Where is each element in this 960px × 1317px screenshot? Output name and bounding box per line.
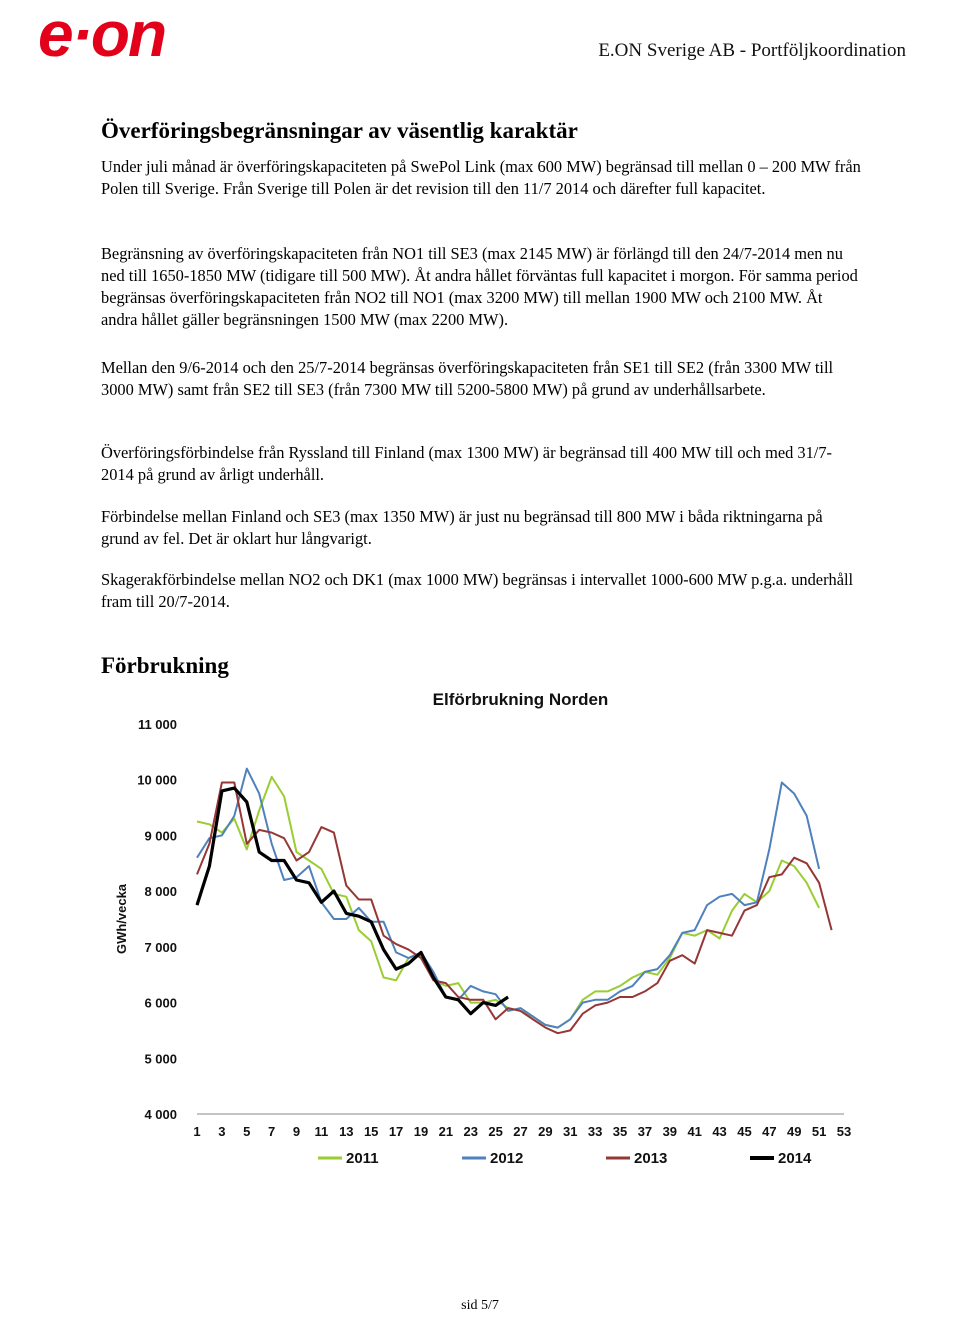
- x-tick-label: 47: [762, 1124, 777, 1139]
- x-tick-label: 31: [563, 1124, 578, 1139]
- x-tick-label: 9: [292, 1124, 301, 1139]
- page-number: sid 5/7: [461, 1298, 499, 1313]
- x-tick-label: 17: [388, 1124, 404, 1139]
- y-tick-label: 10 000: [137, 772, 177, 788]
- section-title-consumption: Förbrukning: [101, 653, 229, 678]
- x-tick-label: 27: [513, 1124, 528, 1139]
- series-line-2013: [197, 783, 832, 1034]
- x-tick-label: 29: [538, 1124, 553, 1139]
- eon-logo: [36, 2, 226, 66]
- x-tick-label: 21: [438, 1124, 454, 1139]
- x-tick-label: 11: [314, 1124, 329, 1139]
- x-tick-label: 33: [587, 1124, 603, 1139]
- y-tick-label: 9 000: [144, 828, 177, 844]
- chart-title: Elförbrukning Norden: [432, 690, 609, 709]
- x-tick-label: 49: [786, 1124, 802, 1139]
- legend-label-2011: 2011: [346, 1150, 379, 1167]
- series-line-2011: [197, 777, 819, 1028]
- x-tick-label: 23: [463, 1124, 478, 1139]
- x-tick-label: 35: [612, 1124, 628, 1139]
- x-tick-label: 37: [637, 1124, 653, 1139]
- x-tick-label: 1: [193, 1124, 201, 1139]
- x-tick-label: 25: [488, 1124, 503, 1139]
- y-tick-label: 5 000: [144, 1051, 177, 1067]
- legend-label-2014: 2014: [778, 1150, 812, 1167]
- legend-label-2012: 2012: [490, 1150, 524, 1167]
- x-tick-label: 7: [268, 1124, 276, 1139]
- paragraph-finland-se3: Förbindelse mellan Finland och SE3 (max 1350 MW) är just nu begränsad till 800 MW i båda riktningarna på grund av fel. Det är oklart hur långvarigt.: [101, 507, 823, 548]
- x-tick-label: 45: [737, 1124, 752, 1139]
- svg-text:e·on: e·on: [38, 2, 166, 66]
- y-tick-label: 6 000: [144, 995, 177, 1011]
- x-tick-label: 5: [243, 1124, 251, 1139]
- y-tick-label: 4 000: [144, 1107, 177, 1122]
- paragraph-no1-se3: Begränsning av överföringskapaciteten från NO1 till SE3 (max 2145 MW) är förlängd till den 24/7-2014 men nu ned till 1650-1850 MW (tidigare till 500 MW). Åt andra hållet förväntas full kapacitet i morgon. För samma period begränsas överföringskapaciteten från NO2 till NO1 (max 3200 MW) till mellan 1900 MW och 2100 MW. Åt andra hållet gäller begränsningen 1500 MW (max 2200 MW).: [101, 244, 858, 329]
- legend-label-2013: 2013: [634, 1150, 668, 1167]
- x-tick-label: 53: [836, 1124, 852, 1139]
- paragraph-russia-finland: Överföringsförbindelse från Ryssland till Finland (max 1300 MW) är begränsad till 400 MW till och med 31/7-2014 på grund av årligt underhåll.: [101, 443, 833, 484]
- x-tick-label: 13: [339, 1124, 354, 1139]
- x-tick-label: 3: [218, 1124, 226, 1139]
- y-tick-label: 11 000: [137, 717, 177, 732]
- consumption-chart: [100, 683, 860, 1173]
- x-tick-label: 39: [662, 1124, 678, 1139]
- x-tick-label: 15: [363, 1124, 379, 1139]
- section-title-transfer-limits: Överföringsbegränsningar av väsentlig karaktär: [101, 118, 578, 143]
- x-tick-label: 19: [413, 1124, 429, 1139]
- x-tick-label: 51: [811, 1124, 827, 1139]
- series-line-2014: [197, 788, 508, 1014]
- y-axis-label: GWh/vecka: [114, 883, 129, 955]
- x-tick-label: 41: [687, 1124, 702, 1139]
- y-tick-label: 7 000: [144, 939, 177, 955]
- y-tick-label: 8 000: [144, 884, 177, 900]
- company-header: E.ON Sverige AB - Portföljkoordination: [598, 40, 906, 61]
- series-line-2012: [197, 769, 819, 1028]
- paragraph-swepol: Under juli månad är överföringskapaciteten på SwePol Link (max 600 MW) begränsad till mellan 0 – 200 MW från Polen till Sverige. Från Sverige till Polen är det revision till den 11/7 2014 och därefter full kapacitet.: [101, 157, 861, 198]
- paragraph-se1-se2: Mellan den 9/6-2014 och den 25/7-2014 begränsas överföringskapaciteten från SE1 till SE2 (från 3300 MW till 3000 MW) samt från SE2 till SE3 (från 7300 MW till 5200-5800 MW) på grund av underhållsarbete.: [101, 358, 834, 399]
- x-tick-label: 43: [712, 1124, 727, 1139]
- paragraph-skagerak: Skagerakförbindelse mellan NO2 och DK1 (max 1000 MW) begränsas i intervallet 1000-600 MW p.g.a. underhåll fram till 20/7-2014.: [101, 570, 854, 611]
